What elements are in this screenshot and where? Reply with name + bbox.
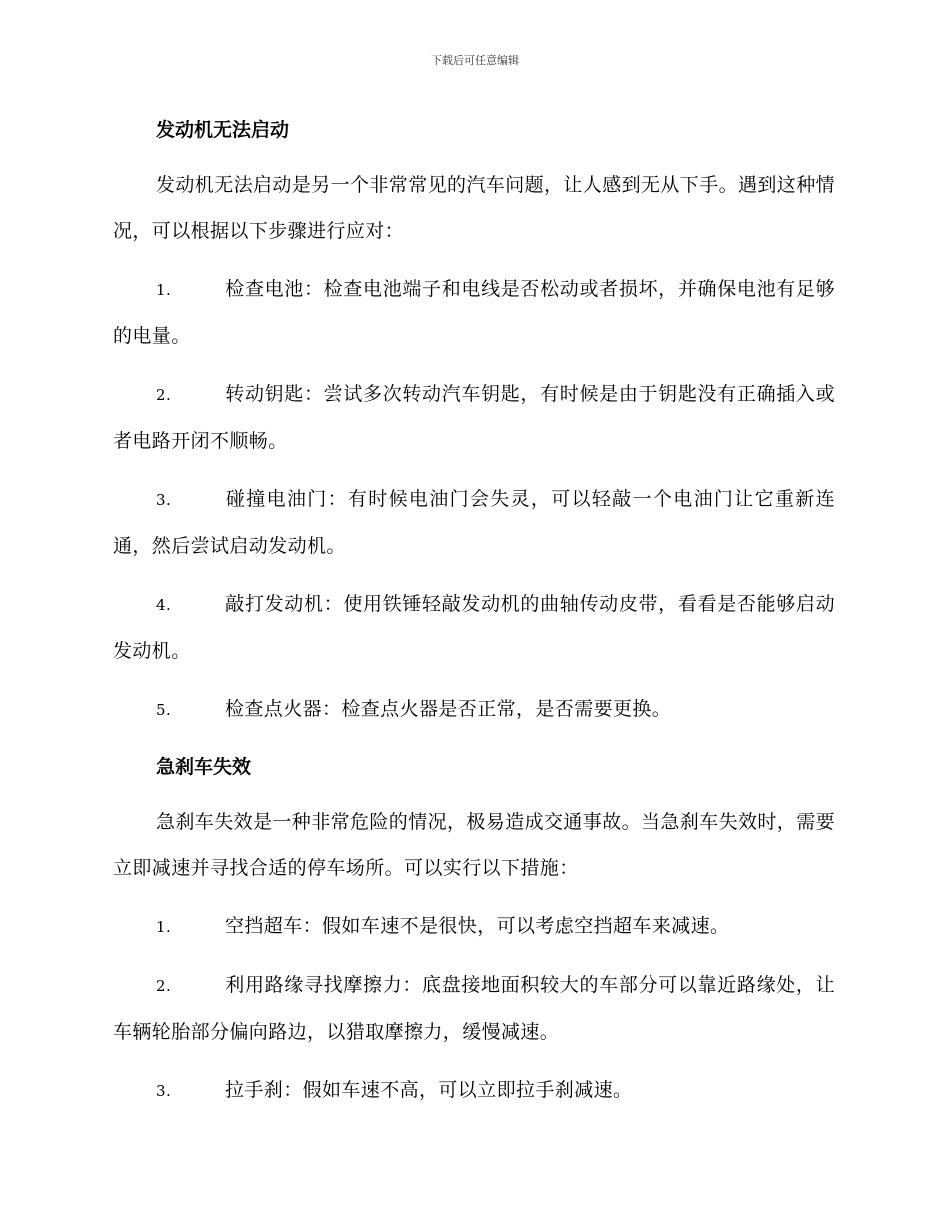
list-item-text: 敲打发动机：使用铁锤轻敲发动机的曲轴传动皮带，看看是否能够启动发动机。 (113, 593, 835, 662)
list-item-text: 利用路缘寻找摩擦力：底盘接地面积较大的车部分可以靠近路缘处，让车辆轮胎部分偏向路边，以猎取摩擦力，缓慢减速。 (113, 974, 835, 1043)
section-heading: 急刹车失效 (156, 756, 252, 778)
list-item-number: 4. (156, 596, 172, 614)
list-item-number: 3. (156, 491, 172, 509)
list-item (113, 962, 835, 1055)
section-heading: 发动机无法启动 (156, 119, 290, 141)
list-item (113, 581, 835, 674)
list-item (113, 371, 835, 464)
list-item-text: 空挡超车：假如车速不是很快，可以考虑空挡超车来减速。 (225, 915, 730, 937)
list-item (113, 476, 835, 569)
list-item-number: 5. (156, 701, 172, 719)
list-item-text: 检查点火器：检查点火器是否正常，是否需要更换。 (225, 698, 672, 720)
list-item-text: 检查电池：检查电池端子和电线是否松动或者损坏，并确保电池有足够的电量。 (113, 278, 835, 347)
list-item-number: 1. (156, 918, 172, 936)
page-header: 下载后可任意编辑 (431, 54, 519, 67)
list-item-number: 3. (156, 1082, 172, 1100)
list-item-text: 拉手刹：假如车速不高，可以立即拉手刹减速。 (225, 1079, 633, 1101)
list-item-text: 碰撞电油门：有时候电油门会失灵，可以轻敲一个电油门让它重新连通，然后尝试启动发动机。 (113, 488, 835, 557)
list-item-number: 2. (156, 386, 172, 404)
list-item (113, 903, 835, 950)
list-item-number: 1. (156, 281, 172, 299)
list-item-text: 转动钥匙：尝试多次转动汽车钥匙，有时候是由于钥匙没有正确插入或者电路开闭不顺畅。 (113, 383, 835, 452)
list-item-number: 2. (156, 977, 172, 995)
list-item (113, 686, 835, 733)
list-item (113, 1067, 835, 1114)
section-intro: 发动机无法启动是另一个非常常见的汽车问题，让人感到无从下手。遇到这种情况，可以根据以下步骤进行应对： (113, 174, 836, 242)
document-body (113, 108, 835, 1126)
list-item (113, 266, 835, 359)
section-intro: 急刹车失效是一种非常危险的情况，极易造成交通事故。当急刹车失效时，需要立即减速并寻找合适的停车场所。可以实行以下措施： (113, 811, 836, 879)
